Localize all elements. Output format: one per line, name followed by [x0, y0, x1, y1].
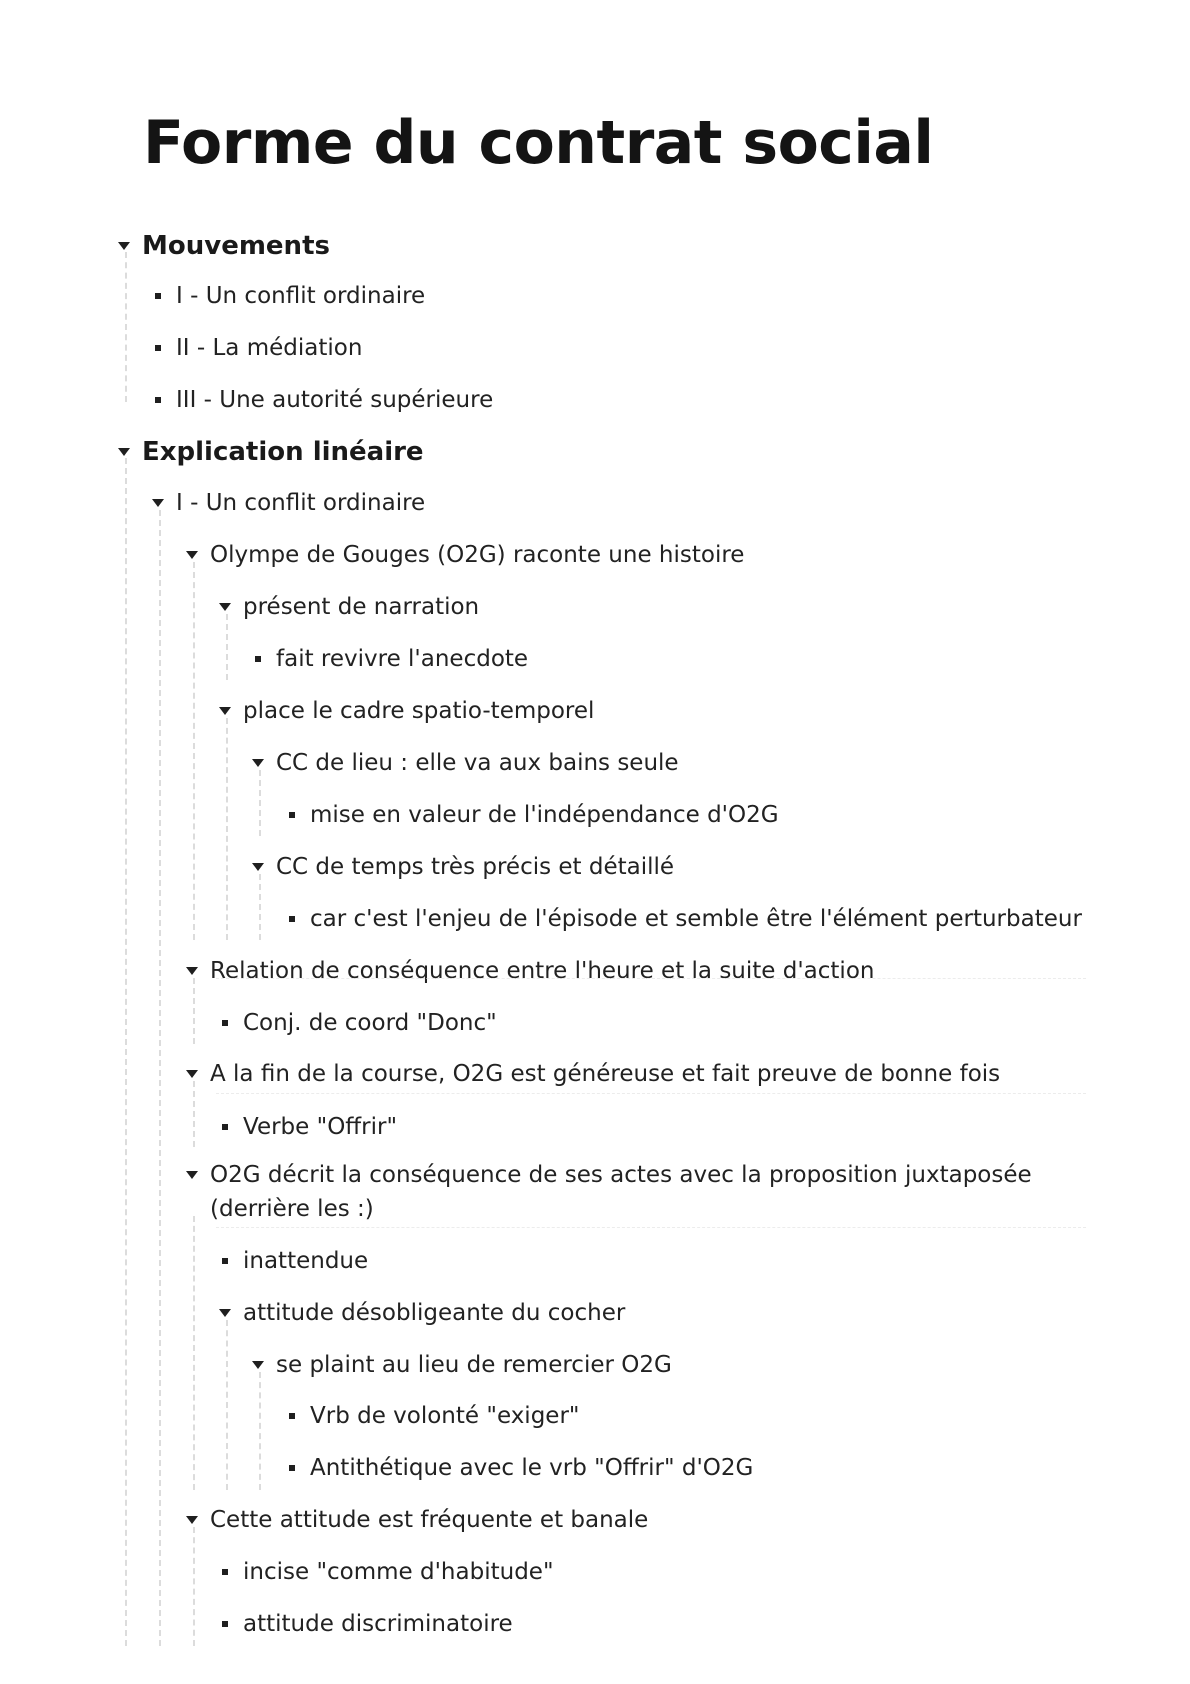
outline-item[interactable]: Relation de conséquence entre l'heure et la suite d'action: [184, 951, 874, 991]
collapse-toggle-icon[interactable]: [217, 703, 233, 719]
outline-item[interactable]: A la fin de la course, O2G est généreuse et fait preuve de bonne fois: [184, 1054, 1000, 1094]
row-separator: [216, 978, 1086, 979]
page-title: Forme du contrat social: [143, 108, 934, 178]
collapse-toggle-icon[interactable]: [250, 755, 266, 771]
section-heading-mouvements[interactable]: Mouvements: [116, 226, 330, 266]
indent-guide: [159, 510, 161, 1646]
collapse-toggle-icon[interactable]: [184, 1066, 200, 1082]
bullet-icon: [150, 392, 166, 408]
bullet-icon: [150, 340, 166, 356]
indent-guide: [226, 1320, 228, 1490]
bullet-icon: [217, 1015, 233, 1031]
outline-item[interactable]: Olympe de Gouges (O2G) raconte une histoire: [184, 535, 744, 575]
list-item: fait revivre l'anecdote: [250, 639, 528, 679]
bullet-icon: [284, 1408, 300, 1424]
list-item: Conj. de coord "Donc": [217, 1003, 497, 1043]
outline-item[interactable]: I - Un conflit ordinaire: [150, 483, 425, 523]
bullet-icon: [250, 651, 266, 667]
list-item: I - Un conflit ordinaire: [150, 276, 425, 316]
outline-item[interactable]: place le cadre spatio-temporel: [217, 691, 594, 731]
bullet-icon: [284, 807, 300, 823]
indent-guide: [259, 1372, 261, 1490]
row-separator: [216, 1227, 1086, 1228]
bullet-icon: [217, 1616, 233, 1632]
indent-guide: [125, 458, 127, 1646]
list-item: incise "comme d'habitude": [217, 1552, 554, 1592]
list-item: car c'est l'enjeu de l'épisode et semble être l'élément perturbateur: [284, 899, 1082, 939]
bullet-icon: [217, 1253, 233, 1269]
bullet-icon: [217, 1564, 233, 1580]
list-item: Verbe "Offrir": [217, 1107, 397, 1147]
collapse-toggle-icon[interactable]: [250, 859, 266, 875]
bullet-icon: [284, 911, 300, 927]
collapse-toggle-icon[interactable]: [250, 1357, 266, 1373]
outline-item[interactable]: attitude désobligeante du cocher: [217, 1293, 625, 1333]
list-item: Vrb de volonté "exiger": [284, 1396, 579, 1436]
indent-guide: [125, 252, 127, 402]
indent-guide: [193, 1527, 195, 1646]
collapse-toggle-icon[interactable]: [184, 1512, 200, 1528]
collapse-toggle-icon[interactable]: [217, 1305, 233, 1321]
indent-guide: [226, 614, 228, 680]
collapse-toggle-icon[interactable]: [150, 495, 166, 511]
indent-guide: [193, 1081, 195, 1147]
indent-guide: [226, 718, 228, 940]
list-item: II - La médiation: [150, 328, 362, 368]
section-heading-explication[interactable]: Explication linéaire: [116, 432, 424, 472]
outline-item[interactable]: CC de lieu : elle va aux bains seule: [250, 743, 679, 783]
indent-guide: [193, 978, 195, 1044]
list-item: inattendue: [217, 1241, 368, 1281]
list-item: mise en valeur de l'indépendance d'O2G: [284, 795, 779, 835]
collapse-toggle-icon[interactable]: [217, 599, 233, 615]
outline-item[interactable]: CC de temps très précis et détaillé: [250, 847, 674, 887]
outline-item[interactable]: Cette attitude est fréquente et banale: [184, 1500, 648, 1540]
bullet-icon: [284, 1460, 300, 1476]
collapse-toggle-icon[interactable]: [184, 547, 200, 563]
indent-guide: [193, 1216, 195, 1490]
collapse-toggle-icon[interactable]: [116, 444, 132, 460]
bullet-icon: [150, 288, 166, 304]
collapse-toggle-icon[interactable]: [184, 1167, 200, 1183]
bullet-icon: [217, 1119, 233, 1135]
collapse-toggle-icon[interactable]: [184, 963, 200, 979]
indent-guide: [193, 562, 195, 940]
indent-guide: [259, 770, 261, 836]
row-separator: [216, 1093, 1086, 1094]
collapse-toggle-icon[interactable]: [116, 238, 132, 254]
outline-item[interactable]: présent de narration: [217, 587, 479, 627]
outline-item[interactable]: se plaint au lieu de remercier O2G: [250, 1345, 672, 1385]
list-item: attitude discriminatoire: [217, 1604, 513, 1644]
list-item: Antithétique avec le vrb "Offrir" d'O2G: [284, 1448, 753, 1488]
indent-guide: [259, 874, 261, 940]
outline-item[interactable]: O2G décrit la conséquence de ses actes avec la proposition juxtaposée (derrière les :): [184, 1155, 1040, 1226]
list-item: III - Une autorité supérieure: [150, 380, 493, 420]
